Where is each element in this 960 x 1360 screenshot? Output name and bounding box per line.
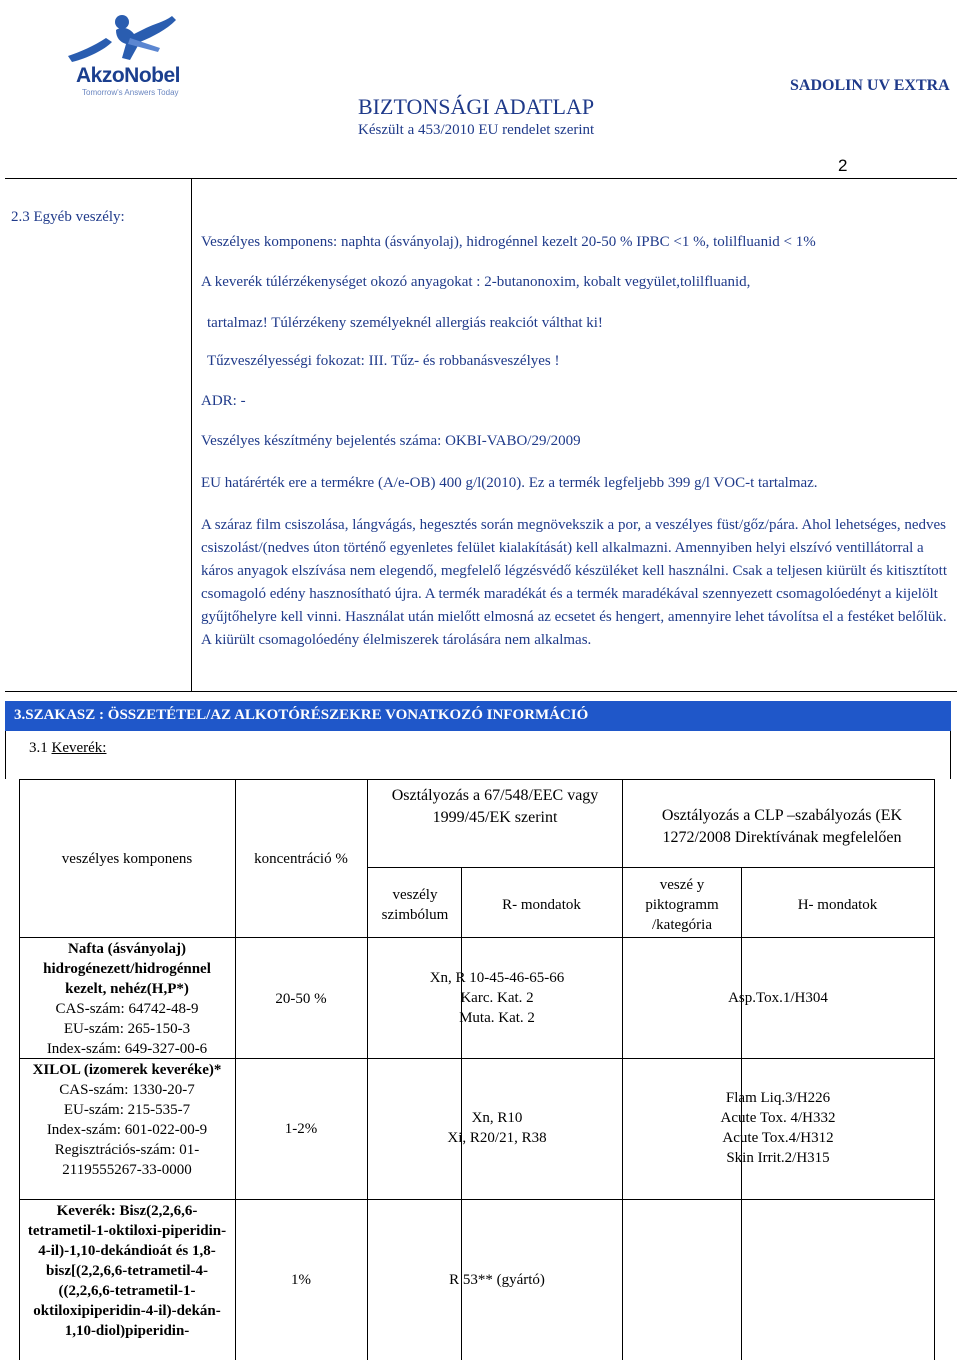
composition-table	[9, 779, 935, 1360]
header-subdivider	[367, 867, 935, 868]
concentration-value: 20-50 %	[275, 991, 327, 1007]
r-phrase-line: Xn, R 10-45-46-65-66	[429, 970, 565, 986]
hazard-line-allergy: tartalmaz! Túlérzékeny személyeknél allergiás reakciót válthat ki!	[207, 315, 603, 331]
r-phrases-cell	[389, 1108, 605, 1148]
header-hazard-symbol: veszély szimbólum	[381, 887, 449, 923]
page-number: 2	[838, 156, 848, 175]
h-phrases-cell	[622, 988, 934, 1008]
section-3-1-number: 3.1	[29, 740, 48, 756]
r-phrases-cell	[389, 968, 605, 1028]
r-phrases-cell	[389, 1270, 605, 1290]
r-phrase-line: R 53** (gyártó)	[449, 1272, 545, 1288]
r-phrase-line: Karc. Kat. 2	[460, 990, 534, 1006]
header-pictogram: veszé y piktogramm /kategória	[645, 877, 719, 933]
component-detail: Regisztrációs-szám: 01-2119555267-33-0000	[54, 1142, 200, 1178]
concentration-value: 1%	[291, 1272, 311, 1288]
component-detail: Index-szám: 601-022-00-9	[46, 1122, 208, 1138]
header-clp-classification: Osztályozás a CLP –szabályozás (EK 1272/2008 Direktívának megfelelően	[661, 807, 903, 846]
component-detail: EU-szám: 215-535-7	[63, 1102, 191, 1118]
document-title: BIZTONSÁGI ADATLAP	[358, 94, 595, 119]
hazard-paragraph: A száraz film csiszolása, lángvágás, hegesztés során megnövekszik a por, a veszélyes füst/gőz/pára. Ahol lehetséges, nedves csiszolást/(nedves úton történő egyenletes felület kialakítását) kell alkalmazni. Amennyiben helyi elszívó ventillátorral a káros anyagok elszívása nem elegendő, megfelelő légzésvédő készüléket kell használni. Csak a teljesen kiürült és kitisztított csomagoló edény hasznosítható újra. A termék maradékát és a termék maradékával szennyezett csomagolóedényt a kijelölt gyűjtőhelyre kell vinni. Használat után mielőtt elmosná az ecsetet és hengert, amennyire lehet távolítsa el a festéket belőlük. A kiürült csomagolóedény élelmiszerek tárolására nem alkalmas.	[201, 517, 948, 648]
r-phrase-line: Muta. Kat. 2	[459, 1010, 535, 1026]
section-2-3-divider	[191, 179, 192, 691]
table-row	[23, 1201, 231, 1341]
hazard-line-adr: ADR: -	[201, 393, 246, 409]
h-phrases-cell	[622, 1088, 934, 1168]
header-r-phrases: R- mondatok	[502, 897, 581, 913]
h-phrase-line: Flam Liq.3/H226	[725, 1090, 831, 1106]
component-detail: EU-szám: 265-150-3	[63, 1021, 191, 1037]
hazard-line-components: Veszélyes komponens: naphta (ásványolaj), hidrogénnel kezelt 20-50 % IPBC <1 %, tolilfluanid < 1%	[201, 234, 816, 250]
h-phrase-line: Acute Tox. 4/H332	[720, 1110, 836, 1126]
table-border-top	[19, 779, 935, 780]
table-row	[23, 939, 231, 1059]
hazard-line-fire: Tűzveszélyességi fokozat: III. Tűz- és robbanásveszélyes !	[207, 353, 560, 369]
row-divider-2	[19, 1199, 935, 1200]
document-subtitle: Készült a 453/2010 EU rendelet szerint	[358, 122, 595, 138]
h-phrase-line: Skin Irrit.2/H315	[726, 1150, 830, 1166]
logo-tagline: Tomorrow's Answers Today	[82, 88, 179, 97]
hazard-line-voc: EU határérték ere a termékre (A/e-OB) 400 g/l(2010). Ez a termék legfeljebb 399 g/l VOC-t tartalmaz.	[201, 475, 818, 491]
section-3-1-title: Keverék:	[51, 740, 107, 756]
h-phrase-line: Acute Tox.4/H312	[722, 1130, 834, 1146]
header-eec-classification: Osztályozás a 67/548/EEC vagy 1999/45/EK szerint	[391, 787, 599, 826]
logo-brand-text: AkzoNobel	[76, 64, 181, 87]
section-3-1-label	[29, 740, 106, 757]
section-2-3-label: 2.3 Egyéb veszély:	[11, 209, 125, 225]
header-component: veszélyes komponens	[61, 851, 193, 867]
section-2-3	[5, 178, 957, 692]
dancing-figure-icon	[60, 8, 190, 68]
component-name: Keverék: Bisz(2,2,6,6-tetrametil-1-oktiloxi-piperidin-4-il)-1,10-dekándioát és 1,8-bisz[(2,2,6,6-tetrametil-4-((2,2,6,6-tetrametil-1-oktiloxipiperidin-4-il)-dekán-1,10-diol)piperidin-	[27, 1203, 227, 1339]
component-name: XILOL (izomerek keveréke)*	[32, 1062, 222, 1078]
component-detail: CAS-szám: 1330-20-7	[59, 1082, 195, 1098]
section-3-title: 3.SZAKASZ : ÖSSZETÉTEL/AZ ALKOTÓRÉSZEKRE VONATKOZÓ INFORMÁCIÓ	[14, 707, 589, 723]
r-phrase-line: Xi, R20/21, R38	[447, 1130, 547, 1146]
h-phrase-line: Asp.Tox.1/H304	[728, 990, 828, 1006]
concentration-value: 1-2%	[284, 1121, 318, 1137]
header-concentration: koncentráció %	[254, 851, 348, 867]
table-row	[23, 1060, 231, 1180]
section-3-1-box	[5, 731, 951, 779]
hazard-line-registration: Veszélyes készítmény bejelentés száma: OKBI-VABO/29/2009	[201, 433, 581, 449]
component-name: Nafta (ásványolaj) hidrogénezett/hidrogénnel kezelt, nehéz(H,P*)	[43, 941, 211, 997]
component-detail: Index-szám: 649-327-00-6	[46, 1041, 208, 1057]
component-detail: CAS-szám: 64742-48-9	[55, 1001, 199, 1017]
header-bottom-line	[19, 937, 935, 938]
header-h-phrases: H- mondatok	[797, 897, 878, 913]
r-phrase-line: Xn, R10	[471, 1110, 523, 1126]
hazard-line-sensitizers: A keverék túlérzékenységet okozó anyagokat : 2-butanonoxim, kobalt vegyület,tolilfluanid,	[201, 274, 751, 290]
product-name: SADOLIN UV EXTRA	[790, 77, 950, 94]
akzonobel-logo	[60, 8, 190, 98]
